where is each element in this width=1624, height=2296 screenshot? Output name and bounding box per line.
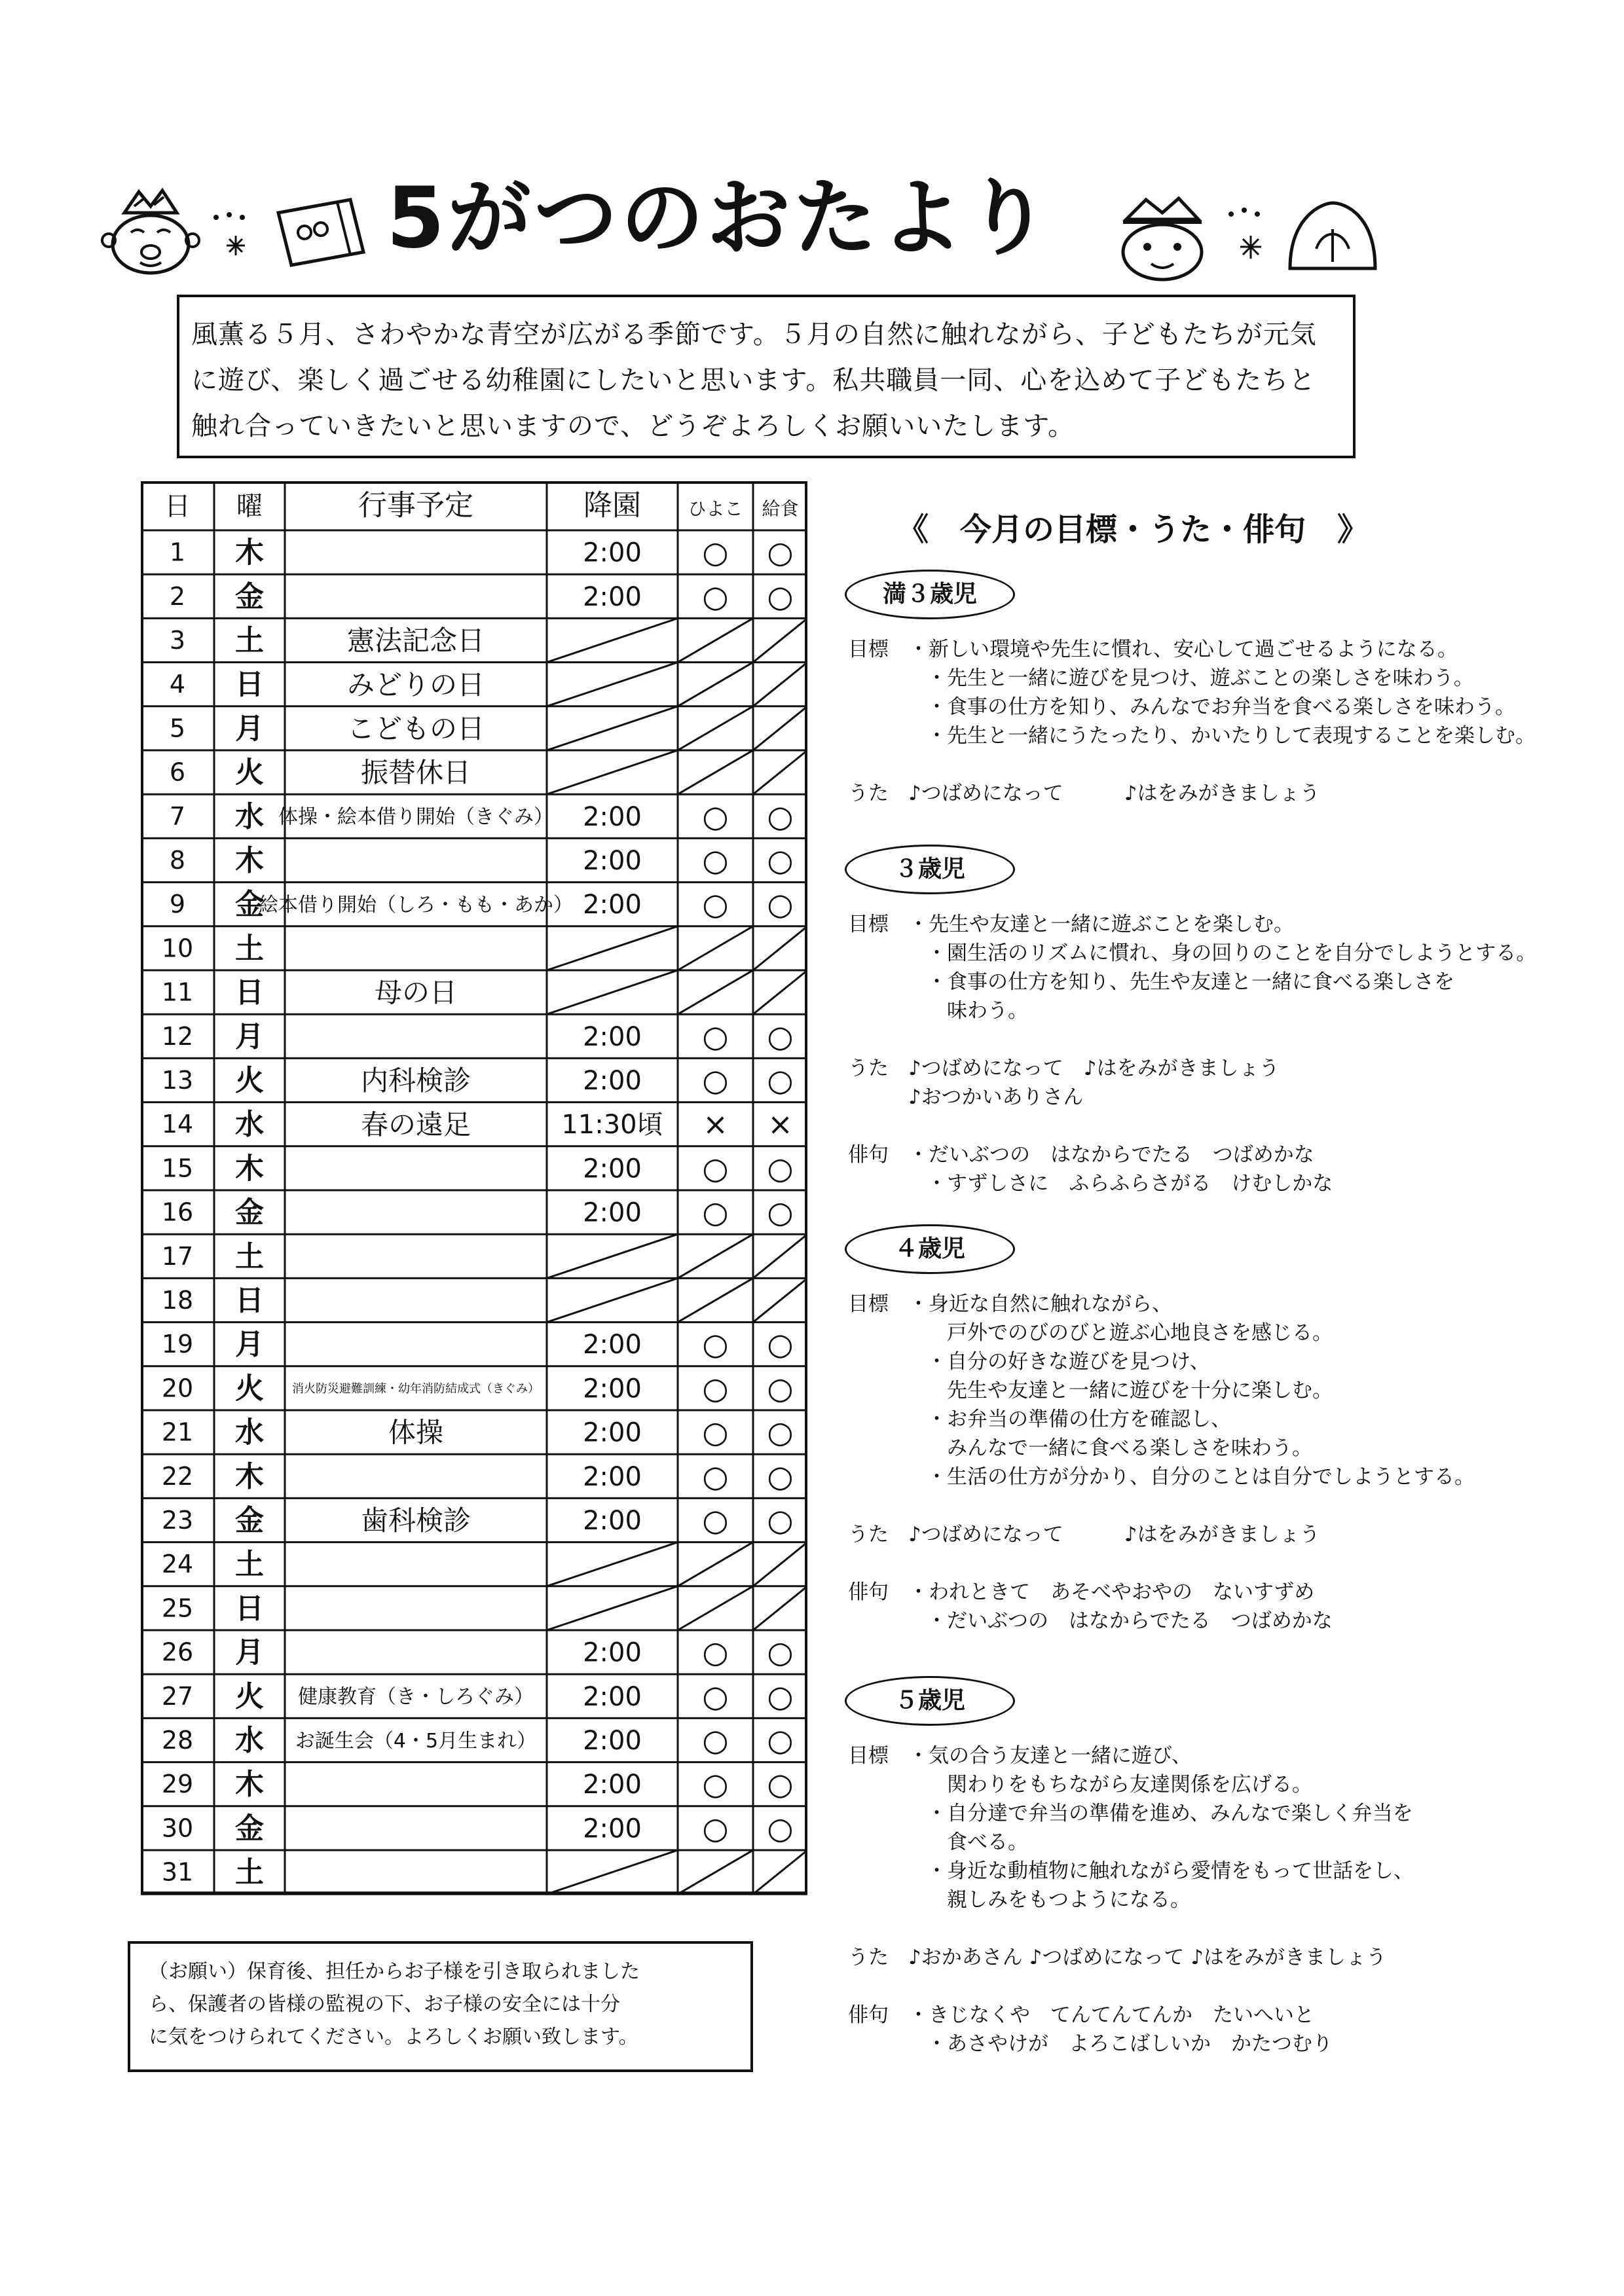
hiyoko-mark: ○: [702, 1634, 729, 1670]
goal-line: [848, 2030, 1595, 2058]
day-number: 22: [161, 1461, 194, 1491]
dismissal-time: 2:00: [583, 1681, 642, 1712]
goal-text: ・あさやけが よろこばしいか かたつむり: [927, 2032, 1333, 2056]
table-header: 行事予定: [358, 488, 473, 522]
closed-slash: [678, 1278, 753, 1322]
dismissal-time: 2:00: [583, 581, 642, 612]
closed-slash: [678, 1542, 753, 1586]
child-face-left-illustration: [98, 187, 203, 278]
lunch-mark: ○: [767, 1063, 794, 1098]
table-header: ひよこ: [688, 498, 743, 520]
goal-text: 親しみをもつようになる。: [927, 1888, 1190, 1912]
age-group-block: [848, 635, 1595, 808]
closed-slash: [678, 750, 753, 794]
lunch-mark: ○: [767, 1018, 794, 1054]
hiyoko-mark: ○: [702, 578, 729, 614]
age-group-block: [848, 910, 1595, 1198]
goal-text: ・だいぶつの はなからでたる つばめかな: [927, 1609, 1333, 1633]
lunch-mark: ○: [767, 1414, 794, 1450]
day-number: 10: [161, 934, 194, 963]
weekday: 木: [235, 1459, 264, 1493]
closed-slash: [678, 618, 753, 662]
goal-line: [848, 1347, 1595, 1376]
goal-text: 関わりをもちながら友達関係を広げる。: [927, 1773, 1312, 1796]
goal-line: [848, 1799, 1595, 1828]
hiyoko-mark: ○: [702, 1150, 729, 1186]
lunch-mark: ○: [767, 1326, 794, 1362]
day-number: 24: [161, 1550, 194, 1579]
weekday: 木: [235, 844, 264, 877]
weekday: 月: [235, 1635, 264, 1669]
dismissal-time: 2:00: [583, 1637, 642, 1668]
goal-label: うた: [848, 782, 889, 805]
hiyoko-mark: ○: [702, 1458, 729, 1494]
day-number: 28: [161, 1726, 194, 1755]
ticket-illustration: [272, 193, 370, 272]
day-number: 29: [161, 1770, 194, 1799]
lunch-mark: ○: [767, 578, 794, 614]
day-number: 9: [169, 890, 186, 919]
hiyoko-mark: ○: [702, 1722, 729, 1758]
lunch-mark: ○: [767, 534, 794, 570]
goal-line: [848, 2001, 1595, 2030]
closed-slash: [753, 1850, 807, 1894]
sparkle-icon: [210, 210, 262, 262]
goal-line: [848, 1741, 1595, 1770]
day-number: 14: [161, 1110, 194, 1139]
day-number: 8: [169, 846, 186, 875]
page-title: 5がつのおたより: [386, 170, 1053, 267]
hiyoko-mark: ○: [702, 1194, 729, 1230]
weekday: 金: [235, 579, 264, 613]
dismissal-time: 2:00: [583, 846, 642, 876]
day-number: 26: [161, 1637, 194, 1667]
weekday: 水: [235, 1415, 264, 1449]
goal-text: ・お弁当の準備の仕方を確認し、: [927, 1408, 1231, 1431]
day-number: 7: [169, 801, 186, 831]
closed-slash: [678, 926, 753, 970]
goals-heading: 《 今月の目標・うた・俳句 》: [897, 511, 1369, 548]
goal-line: [848, 1169, 1595, 1198]
weekday: 火: [235, 1064, 264, 1097]
goal-line: [848, 996, 1595, 1025]
day-number: 21: [161, 1417, 194, 1447]
goal-text: ・園生活のリズムに慣れ、身の回りのことを自分でしようとする。: [927, 941, 1537, 965]
table-header: 曜: [236, 491, 263, 522]
goal-line: [848, 1054, 1595, 1083]
day-number: 3: [169, 626, 186, 655]
closed-slash: [547, 1850, 678, 1894]
goal-text: ・新しい環境や先生に慣れ、安心して過ごせるようになる。: [908, 638, 1458, 661]
dismissal-time: 2:00: [583, 1374, 642, 1404]
closed-slash: [547, 1586, 678, 1630]
weekday: 土: [235, 624, 264, 657]
goal-text: ・先生や友達と一緒に遊ぶことを楽しむ。: [908, 913, 1294, 936]
event-text: 内科検診: [360, 1065, 471, 1097]
weekday: 木: [235, 536, 264, 570]
dismissal-time: 2:00: [583, 1726, 642, 1756]
goal-line: [848, 721, 1595, 750]
weekday: 火: [235, 756, 264, 790]
hiyoko-mark: ○: [702, 1063, 729, 1098]
closed-slash: [547, 706, 678, 750]
lunch-mark: ○: [767, 1810, 794, 1846]
weekday: 土: [235, 1855, 264, 1889]
goal-label: うた: [848, 1946, 889, 1969]
goal-text: ・だいぶつの はなからでたる つばめかな: [908, 1143, 1314, 1167]
dismissal-time: 2:00: [583, 1770, 642, 1800]
lunch-mark: ○: [767, 798, 794, 834]
dismissal-time: 2:00: [583, 1330, 642, 1360]
weekday: 水: [235, 1108, 264, 1142]
lunch-mark: ○: [767, 1678, 794, 1714]
intro-line: 風薫る５月、さわやかな青空が広がる季節です。５月の自然に触れながら、子どもたちが元気: [191, 319, 1317, 350]
goal-line: [848, 664, 1595, 693]
goal-label: 俳句: [848, 2003, 889, 2027]
goal-text: ・きじなくや てんてんてんか たいへいと: [908, 2003, 1314, 2027]
goal-text: ・身近な自然に触れながら、: [908, 1292, 1172, 1316]
day-number: 2: [169, 581, 186, 611]
goal-label: 目標: [848, 1744, 889, 1768]
closed-slash: [547, 926, 678, 970]
event-text: 体操・絵本借り開始（きぐみ）: [278, 805, 553, 829]
goal-text: ・気の合う友達と一緒に遊び、: [908, 1744, 1192, 1768]
goal-line: [848, 1914, 1595, 1943]
leaf-mound-illustration: [1283, 196, 1382, 275]
goal-label: 目標: [848, 913, 889, 936]
schedule-table: [141, 481, 807, 1908]
weekday: 金: [235, 1195, 264, 1230]
notice-line: に気をつけられてください。よろしくお願い致します。: [149, 2026, 638, 2049]
closed-slash: [753, 706, 807, 750]
age-group-block: [848, 1741, 1595, 2058]
closed-slash: [753, 663, 807, 706]
weekday: 金: [235, 1812, 264, 1846]
hiyoko-mark: ○: [702, 1370, 729, 1406]
closed-slash: [753, 1278, 807, 1322]
hiyoko-mark: ○: [702, 1414, 729, 1450]
closed-slash: [678, 663, 753, 706]
lunch-mark: ○: [767, 1503, 794, 1538]
goal-line: [848, 1290, 1595, 1319]
goal-line: [848, 1140, 1595, 1169]
day-number: 13: [161, 1066, 194, 1095]
goal-line: [848, 1434, 1595, 1463]
goal-label: 俳句: [848, 1143, 889, 1167]
age-group-badge: ３歳児: [845, 845, 1015, 894]
lunch-mark: ○: [767, 1634, 794, 1670]
lunch-mark: ○: [767, 1722, 794, 1758]
day-number: 19: [161, 1330, 194, 1359]
hiyoko-mark: ○: [702, 886, 729, 922]
goal-label: 目標: [848, 1292, 889, 1316]
goal-text: ♪つばめになって ♪はをみがきましょう: [908, 1057, 1280, 1080]
goal-line: [848, 1886, 1595, 1914]
lunch-mark: ○: [767, 1150, 794, 1186]
age-group-badge: ５歳児: [845, 1676, 1015, 1726]
weekday: 土: [235, 1239, 264, 1273]
day-number: 6: [169, 757, 186, 787]
weekday: 水: [235, 799, 264, 833]
closed-slash: [547, 1542, 678, 1586]
hiyoko-mark: ○: [702, 1766, 729, 1802]
goal-line: [848, 635, 1595, 664]
closed-slash: [753, 926, 807, 970]
dismissal-time: 2:00: [583, 890, 642, 920]
goal-text: ♪つばめになって ♪はをみがきましょう: [908, 1523, 1320, 1546]
event-text: 消火防災避難訓練・幼年消防結成式（きぐみ）: [292, 1381, 540, 1396]
goal-text: ・自分の好きな遊びを見つけ、: [927, 1350, 1210, 1374]
goal-line: [848, 910, 1595, 939]
event-text: 絵本借り開始（しろ・もも・あか）: [259, 894, 573, 917]
day-number: 27: [161, 1681, 194, 1711]
dismissal-time: 2:00: [583, 1021, 642, 1052]
day-number: 15: [161, 1154, 194, 1183]
goal-line: [848, 1376, 1595, 1405]
dismissal-time: 2:00: [583, 1417, 642, 1448]
weekday: 日: [235, 1592, 264, 1626]
weekday: 月: [235, 1019, 264, 1053]
closed-slash: [547, 1234, 678, 1278]
dismissal-time: 2:00: [583, 1197, 642, 1228]
goal-line: [848, 1578, 1595, 1607]
closed-slash: [678, 1586, 753, 1630]
day-number: 5: [169, 714, 186, 743]
closed-slash: [678, 1850, 753, 1894]
goal-text: ・自分達で弁当の準備を進め、みんなで楽しく弁当を: [927, 1802, 1413, 1825]
event-text: お誕生会（4・5月生まれ）: [295, 1729, 537, 1753]
closed-slash: [753, 750, 807, 794]
goal-text: ・すずしさに ふらふらさがる けむしかな: [927, 1172, 1333, 1195]
event-text: 振替休日: [360, 756, 471, 789]
closed-slash: [753, 970, 807, 1014]
goal-line: [848, 750, 1595, 779]
dismissal-time: 2:00: [583, 1066, 642, 1096]
goal-line: [848, 968, 1595, 996]
dismissal-time: 2:00: [583, 1506, 642, 1536]
lunch-mark: ×: [767, 1106, 793, 1142]
day-number: 12: [161, 1021, 194, 1051]
closed-slash: [678, 1234, 753, 1278]
day-number: 23: [161, 1506, 194, 1535]
dismissal-time: 2:00: [583, 801, 642, 832]
event-text: 健康教育（き・しろぐみ）: [298, 1685, 534, 1709]
goal-text: ・先生と一緒にうたったり、かいたりして表現することを楽しむ。: [927, 724, 1536, 748]
goal-line: [848, 1491, 1595, 1520]
intro-line: に遊び、楽しく過ごせる幼稚園にしたいと思います。私共職員一同、心を込めて子どもたちと: [191, 365, 1316, 395]
closed-slash: [753, 1586, 807, 1630]
dismissal-time: 11:30頃: [561, 1110, 663, 1140]
weekday: 金: [235, 1504, 264, 1537]
goal-line: [848, 1319, 1595, 1347]
hiyoko-mark: ○: [702, 1503, 729, 1538]
goal-text: ・われときて あそべやおやの ないすずめ: [908, 1580, 1315, 1604]
closed-slash: [753, 618, 807, 662]
closed-slash: [753, 1234, 807, 1278]
hiyoko-mark: ○: [702, 534, 729, 570]
goal-line: [848, 1083, 1595, 1112]
lunch-mark: ○: [767, 1194, 794, 1230]
table-header: 日: [164, 491, 191, 522]
day-number: 4: [169, 670, 186, 699]
dismissal-time: 2:00: [583, 538, 642, 568]
event-text: 母の日: [374, 976, 458, 1009]
goal-label: うた: [848, 1057, 889, 1080]
hiyoko-mark: ○: [702, 1678, 729, 1714]
goal-line: [848, 939, 1595, 968]
closed-slash: [547, 750, 678, 794]
day-number: 25: [161, 1594, 194, 1623]
goal-text: ♪おかあさん ♪つばめになって ♪はをみがきましょう: [908, 1946, 1387, 1969]
intro-box: [177, 295, 1356, 458]
goal-text: みんなで一緒に食べる楽しさを味わう。: [927, 1436, 1312, 1460]
goal-line: [848, 1972, 1595, 2001]
goal-line: [848, 1607, 1595, 1635]
day-number: 1: [169, 538, 186, 567]
goal-label: 目標: [848, 638, 889, 661]
goal-line: [848, 1112, 1595, 1140]
goal-text: 食べる。: [927, 1831, 1028, 1854]
weekday: 木: [235, 1152, 264, 1186]
goal-line: [848, 693, 1595, 721]
dismissal-time: 2:00: [583, 1461, 642, 1492]
goal-text: ・食事の仕方を知り、先生や友達と一緒に食べる楽しさを: [927, 970, 1454, 994]
goal-text: ・食事の仕方を知り、みんなでお弁当を食べる楽しさを味わう。: [927, 695, 1515, 719]
lunch-mark: ○: [767, 886, 794, 922]
day-number: 11: [161, 977, 194, 1007]
hiyoko-mark: ×: [703, 1106, 728, 1142]
goal-line: [848, 1463, 1595, 1491]
closed-slash: [547, 1278, 678, 1322]
goal-label: 俳句: [848, 1580, 889, 1604]
hiyoko-mark: ○: [702, 1326, 729, 1362]
weekday: 金: [235, 888, 264, 922]
goal-text: ・先生と一緒に遊びを見つけ、遊ぶことの楽しさを味わう。: [927, 666, 1474, 690]
goal-text: 先生や友達と一緒に遊びを十分に楽しむ。: [927, 1379, 1333, 1402]
closed-slash: [753, 1542, 807, 1586]
event-text: 憲法記念日: [346, 625, 485, 657]
closed-slash: [547, 663, 678, 706]
weekday: 日: [235, 668, 264, 702]
dismissal-time: 2:00: [583, 1813, 642, 1844]
day-number: 20: [161, 1374, 194, 1403]
goal-line: [848, 779, 1595, 808]
goal-label: うた: [848, 1523, 889, 1546]
hiyoko-mark: ○: [702, 1810, 729, 1846]
goal-text: ・身近な動植物に触れながら愛情をもって世話をし、: [927, 1859, 1414, 1883]
lunch-mark: ○: [767, 1370, 794, 1406]
goal-text: ・生活の仕方が分かり、自分のことは自分でしようとする。: [927, 1465, 1475, 1489]
goal-line: [848, 1828, 1595, 1857]
event-text: 体操: [388, 1416, 444, 1449]
goal-line: [848, 1025, 1595, 1054]
age-group-block: [848, 1290, 1595, 1635]
weekday: 水: [235, 1724, 264, 1757]
hiyoko-mark: ○: [702, 843, 729, 878]
closed-slash: [547, 970, 678, 1014]
event-text: 歯科検診: [360, 1504, 471, 1537]
notice-box: [128, 1941, 753, 2072]
weekday: 火: [235, 1679, 264, 1713]
goal-text: ♪つばめになって ♪はをみがきましょう: [908, 782, 1320, 805]
weekday: 木: [235, 1768, 264, 1802]
table-header: 給食: [762, 498, 799, 520]
sparkle-icon: [1225, 206, 1277, 265]
notice-line: ら、保護者の皆様の監視の下、お子様の安全には十分: [149, 1993, 620, 2016]
lunch-mark: ○: [767, 1766, 794, 1802]
dismissal-time: 2:00: [583, 1154, 642, 1184]
goal-line: [848, 1405, 1595, 1434]
day-number: 30: [161, 1813, 194, 1843]
goal-text: ♪おつかいありさん: [908, 1085, 1084, 1109]
age-group-badge: ４歳児: [845, 1224, 1015, 1274]
weekday: 土: [235, 932, 264, 966]
goal-line: [848, 1943, 1595, 1972]
closed-slash: [678, 706, 753, 750]
event-text: 春の遠足: [360, 1108, 471, 1141]
event-text: みどりの日: [346, 668, 485, 701]
child-face-right-illustration: [1107, 193, 1218, 285]
day-number: 18: [161, 1286, 194, 1315]
goal-text: 味わう。: [927, 999, 1028, 1023]
lunch-mark: ○: [767, 1458, 794, 1494]
weekday: 月: [235, 712, 264, 746]
day-number: 16: [161, 1197, 194, 1227]
event-text: こどもの日: [346, 712, 485, 745]
weekday: 火: [235, 1372, 264, 1406]
weekday: 日: [235, 1284, 264, 1317]
weekday: 土: [235, 1548, 264, 1582]
hiyoko-mark: ○: [702, 798, 729, 834]
closed-slash: [547, 618, 678, 662]
age-group-badge: 満３歳児: [845, 570, 1015, 619]
notice-line: （お願い）保育後、担任からお子様を引き取られました: [149, 1960, 640, 1983]
day-number: 17: [161, 1241, 194, 1271]
closed-slash: [678, 970, 753, 1014]
goal-text: 戸外でのびのびと遊ぶ心地良さを感じる。: [927, 1321, 1333, 1345]
table-header: 降園: [583, 488, 641, 522]
day-number: 31: [161, 1857, 194, 1887]
goal-line: [848, 1520, 1595, 1549]
intro-line: 触れ合っていきたいと思いますので、どうぞよろしくお願いいたします。: [191, 411, 1075, 441]
hiyoko-mark: ○: [702, 1018, 729, 1054]
lunch-mark: ○: [767, 843, 794, 878]
weekday: 日: [235, 975, 264, 1010]
goal-line: [848, 1857, 1595, 1886]
weekday: 月: [235, 1328, 264, 1362]
goal-line: [848, 1549, 1595, 1578]
goal-line: [848, 1770, 1595, 1799]
